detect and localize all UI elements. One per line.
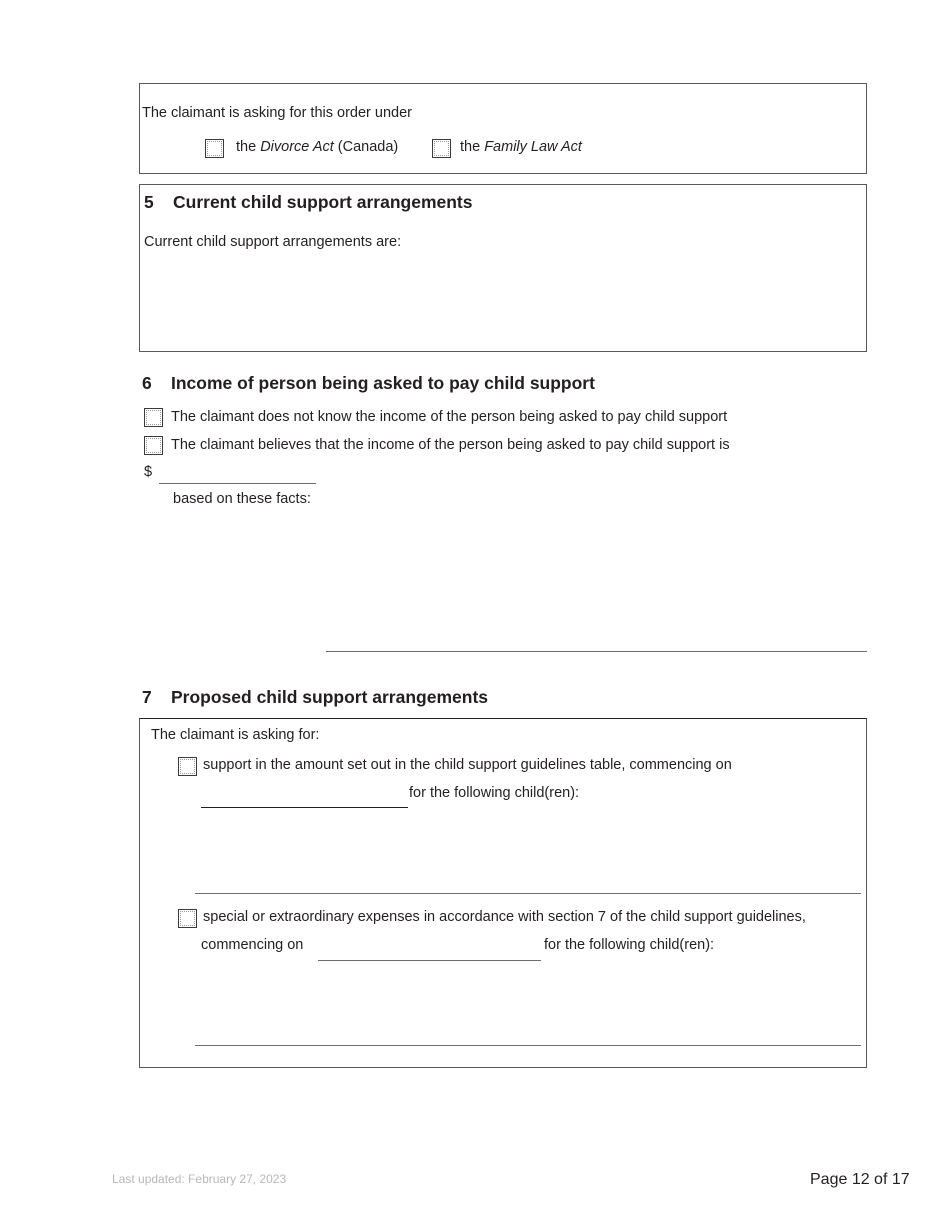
commencing-on-label: commencing on — [201, 937, 304, 953]
table-commencing-date-field[interactable] — [201, 788, 408, 808]
children-field-1[interactable] — [195, 812, 861, 892]
currency-symbol: $ — [144, 464, 153, 480]
divorce-act-name: Divorce Act — [260, 139, 334, 155]
family-law-act-prefix: the — [460, 139, 485, 155]
family-law-act-name: Family Law Act — [484, 139, 582, 155]
income-believes-checkbox[interactable] — [144, 436, 163, 455]
guidelines-table-checkbox[interactable] — [178, 757, 197, 776]
order-under-prompt: The claimant is asking for this order under — [142, 105, 412, 121]
following-children-label-1: for the following child(ren): — [409, 785, 580, 801]
family-law-act-label — [460, 138, 582, 156]
facts-field[interactable] — [326, 492, 866, 650]
facts-underline — [326, 651, 867, 652]
section7-title: Proposed child support arrangements — [171, 687, 488, 707]
current-arrangements-field[interactable] — [144, 256, 862, 346]
special-expenses-label: special or extraordinary expenses in accordance with section 7 of the child support guidelines, — [203, 909, 806, 925]
page-number: Page 12 of 17 — [810, 1171, 910, 1188]
following-children-label-2: for the following child(ren): — [544, 937, 715, 953]
section5-title: Current child support arrangements — [173, 192, 473, 212]
divorce-act-prefix: the — [236, 139, 261, 155]
section6-title: Income of person being asked to pay child support — [171, 373, 595, 393]
income-unknown-label: The claimant does not know the income of the person being asked to pay child support — [171, 409, 728, 425]
section7-number: 7 — [142, 687, 152, 707]
income-unknown-checkbox[interactable] — [144, 408, 163, 427]
special-expenses-checkbox[interactable] — [178, 909, 197, 928]
children-underline-1 — [195, 893, 861, 894]
family-law-act-checkbox[interactable] — [432, 139, 451, 158]
section6-number: 6 — [142, 373, 152, 393]
order-under-box — [139, 83, 867, 174]
section5-number: 5 — [144, 192, 154, 212]
income-believes-label: The claimant believes that the income of the person being asked to pay child support is — [171, 437, 730, 453]
divorce-act-suffix: (Canada) — [333, 139, 399, 155]
section5-label: Current child support arrangements are: — [144, 234, 402, 250]
guidelines-table-label: support in the amount set out in the child support guidelines table, commencing on — [203, 757, 732, 773]
special-commencing-date-field[interactable] — [318, 941, 541, 961]
last-updated: Last updated: February 27, 2023 — [112, 1172, 287, 1186]
divorce-act-label — [236, 138, 398, 156]
divorce-act-checkbox[interactable] — [205, 139, 224, 158]
facts-label: based on these facts: — [173, 491, 311, 507]
income-amount-field[interactable] — [159, 464, 316, 484]
children-field-2[interactable] — [195, 964, 861, 1044]
asking-for-label: The claimant is asking for: — [151, 727, 320, 743]
children-underline-2 — [195, 1045, 861, 1046]
